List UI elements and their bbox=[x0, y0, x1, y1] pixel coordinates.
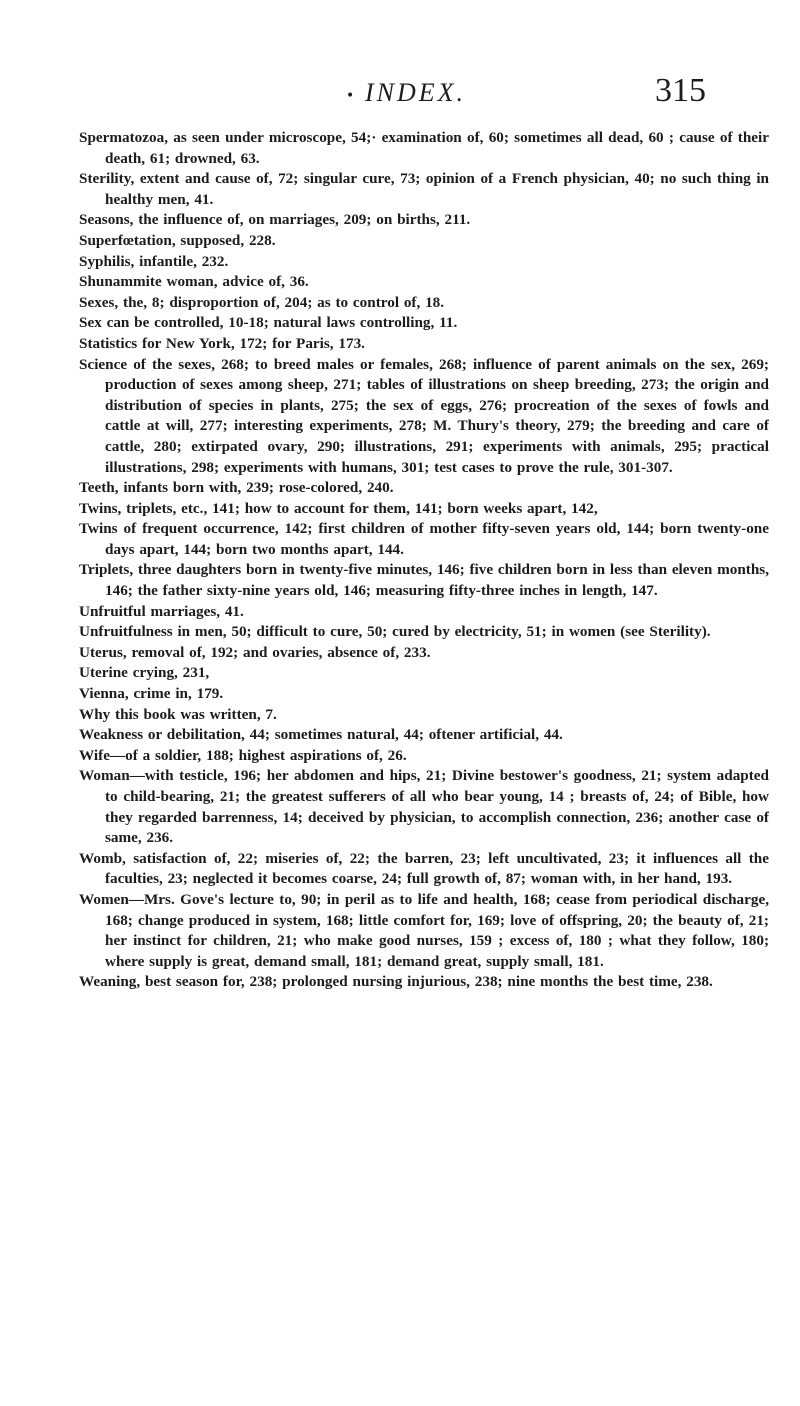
index-entry-sexes: Sexes, the, 8; disproportion of, 204; as to control of, 18. bbox=[79, 293, 445, 311]
index-entry-sex-controlled: Sex can be controlled, 10-18; natural laws controlling, 11. bbox=[79, 314, 458, 332]
index-entry-vienna: Vienna, crime in, 179. bbox=[79, 685, 224, 703]
index-entry-triplets: Triplets, three daughters born in twenty-five minutes, 146; five children born in less than eleven months, 146; the father sixty-nine years old, 146; measuring fifty-three inches in length, 147. bbox=[79, 561, 769, 600]
page-number: 315 bbox=[655, 72, 706, 109]
index-entry-women: Women—Mrs. Gove's lecture to, 90; in peril as to life and health, 168; cease from periodical discharge, 168; change produced in system, 168; little comfort for, 169; love of offspring, 20; the beauty of, 21; her instinct for children, 21; who make good nurses, 159 ; excess of, 180 ; what they follow, 180; where supply is great, demand small, 181; demand great, supply small, 181. bbox=[79, 890, 769, 970]
header-bullet: • bbox=[346, 88, 355, 104]
index-entry-unfruitful-marriages: Unfruitful marriages, 41. bbox=[79, 602, 244, 620]
index-entry-unfruitfulness: Unfruitfulness in men, 50; difficult to cure, 50; cured by electricity, 51; in women (see Sterility). bbox=[79, 623, 711, 641]
index-entry-uterine-crying: Uterine crying, 231, bbox=[79, 664, 210, 682]
index-entry-why-book: Why this book was written, 7. bbox=[79, 705, 277, 723]
index-entries bbox=[79, 128, 769, 993]
index-entry-science-of-sexes: Science of the sexes, 268; to breed males or females, 268; influence of parent animals on the sex, 269; production of sexes among sheep, 271; tables of illustrations on sheep breeding, 273; the origin and distribution of species in plants, 275; the sex of eggs, 276; procreation of the sexes of fowls and cattle at will, 277; interesting experiments, 278; M. Thury's theory, 279; the breeding and care of cattle, 280; extirpated ovary, 290; illustrations, 291; experiments with animals, 295; practical illustrations, 298; experiments with humans, 301; test cases to prove the rule, 301-307. bbox=[79, 355, 769, 476]
index-entry-syphilis: Syphilis, infantile, 232. bbox=[79, 252, 229, 270]
index-entry-teeth: Teeth, infants born with, 239; rose-colored, 240. bbox=[79, 479, 394, 497]
index-entry-woman: Woman—with testicle, 196; her abdomen and hips, 21; Divine bestower's goodness, 21; system adapted to child-bearing, 21; the greatest sufferers of all who bear young, 14 ; breasts of, 24; of Bible, how they regarded barrenness, 14; deceived by physician, to accomplish connection, 236; another case of same, 236. bbox=[79, 767, 769, 847]
index-entry-shunammite: Shunammite woman, advice of, 36. bbox=[79, 273, 309, 291]
index-entry-wife: Wife—of a soldier, 188; highest aspirations of, 26. bbox=[79, 746, 407, 764]
index-entry-sterility: Sterility, extent and cause of, 72; singular cure, 73; opinion of a French physician, 40; no such thing in healthy men, 41. bbox=[79, 170, 769, 208]
index-entry-spermatozoa: Spermatozoa, as seen under microscope, 54;· examination of, 60; sometimes all dead, 60 ; cause of their death, 61; drowned, 63. bbox=[79, 129, 769, 167]
index-entry-weakness: Weakness or debilitation, 44; sometimes natural, 44; oftener artificial, 44. bbox=[79, 726, 563, 744]
page-header bbox=[0, 74, 800, 114]
index-entry-twins-frequent: Twins of frequent occurrence, 142; first children of mother fifty-seven years old, 144; born twenty-one days apart, 144; born two months apart, 144. bbox=[79, 520, 769, 558]
index-entry-superfoetation: Superfœtation, supposed, 228. bbox=[79, 231, 276, 249]
index-entry-statistics: Statistics for New York, 172; for Paris, 173. bbox=[79, 334, 365, 352]
index-entry-womb: Womb, satisfaction of, 22; miseries of, 22; the barren, 23; left uncultivated, 23; it influences all the faculties, 23; neglected it becomes coarse, 24; full growth of, 87; woman with, in her hand, 193. bbox=[79, 849, 769, 888]
running-title: INDEX. bbox=[365, 78, 467, 107]
index-entry-uterus: Uterus, removal of, 192; and ovaries, absence of, 233. bbox=[79, 643, 431, 661]
index-entry-seasons: Seasons, the influence of, on marriages, 209; on births, 211. bbox=[79, 211, 471, 229]
index-entry-twins-triplets: Twins, triplets, etc., 141; how to account for them, 141; born weeks apart, 142, bbox=[79, 499, 598, 517]
index-entry-weaning: Weaning, best season for, 238; prolonged nursing injurious, 238; nine months the best time, 238. bbox=[79, 973, 713, 991]
